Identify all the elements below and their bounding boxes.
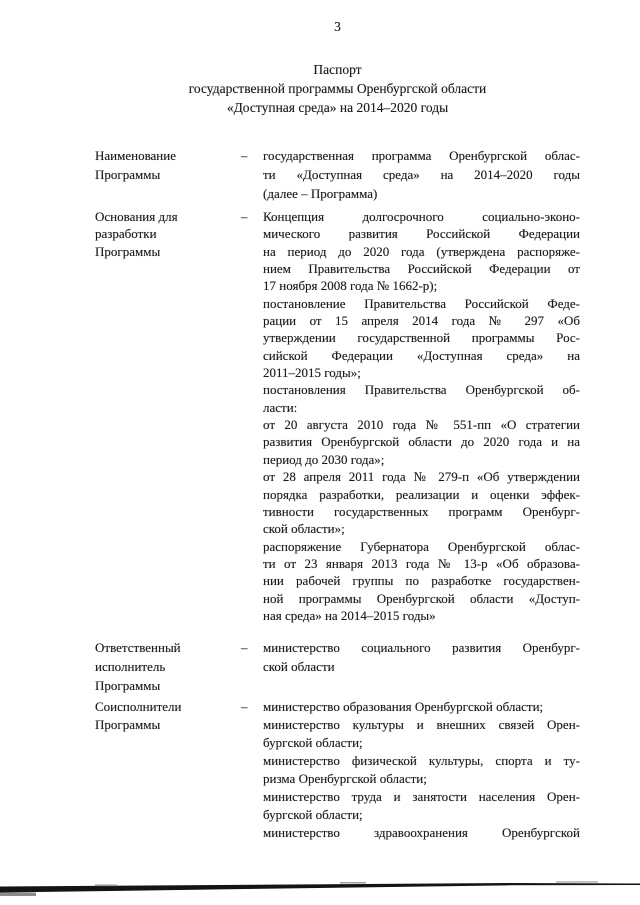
label-line: исполнитель: [95, 659, 166, 674]
text-line: Концепция долгосрочного социально-эконо-: [263, 209, 580, 224]
text-line: постановление Правительства Российской Феде-: [263, 295, 580, 311]
label-line: Программы: [95, 717, 161, 732]
row-label: [95, 698, 241, 842]
text-line: министерство труда и занятости населения Орен-: [263, 789, 580, 804]
text-line: министерство культуры и внешних связей Орен-: [263, 717, 580, 732]
text-line: бургской области;: [263, 807, 363, 822]
row-label: [95, 146, 241, 203]
paragraph: [263, 295, 580, 382]
scan-artifact-smudge-2: [340, 882, 366, 884]
text-line: ная среда» на 2014–2015 годы»: [263, 607, 436, 623]
text-line: развития Оренбургской области до 2020 года и на: [263, 434, 580, 450]
text-line: ти от 23 января 2013 года № 13-р «Об образова-: [263, 555, 580, 571]
paragraph: [263, 698, 580, 716]
paragraph: [263, 381, 580, 416]
text-line: мического развития Российской Федерации: [263, 226, 580, 242]
row-content: [263, 208, 580, 624]
text-line: тивности государственных программ Оренбург-: [263, 503, 580, 519]
label-line: Ответственный: [95, 640, 181, 655]
row-dash: –: [241, 209, 248, 224]
label-line: Соисполнители: [95, 699, 182, 714]
scan-artifact-smudge-1: [95, 885, 117, 887]
paragraph: [263, 824, 580, 842]
paragraph: [263, 538, 580, 625]
table-row-co-executors: [95, 698, 580, 842]
text-line: министерство физической культуры, спорта и ту-: [263, 753, 580, 768]
label-line: Программы: [95, 678, 161, 693]
scan-artifact-main-stroke: [0, 883, 640, 893]
text-line: ти «Доступная среда» на 2014–2020 годы: [263, 167, 580, 182]
text-line: рации от 15 апреля 2014 года № 297 «Об: [263, 313, 580, 329]
row-dash: –: [241, 148, 248, 163]
text-line: государственная программа Оренбургской облас-: [263, 148, 580, 163]
text-line: ской области»;: [263, 521, 345, 537]
row-content: [263, 146, 580, 203]
text-line: 17 ноября 2008 года № 1662-р);: [263, 278, 438, 294]
paragraph: [263, 416, 580, 468]
text-line: ласти:: [263, 399, 298, 415]
text-line: (далее – Программа): [263, 186, 378, 201]
text-line: распоряжение Губернатора Оренбургской облас-: [263, 538, 580, 554]
text-line: министерство образования Оренбургской области;: [263, 699, 544, 714]
table-row-basis: [95, 208, 580, 624]
text-line: от 28 апреля 2011 года № 279-п «Об утверждении: [263, 469, 580, 485]
paragraph: [263, 716, 580, 752]
text-line: ской области: [263, 659, 335, 674]
paragraph: [263, 146, 580, 203]
table-row-program-name: [95, 146, 580, 203]
title-line-1: Паспорт: [313, 62, 362, 77]
text-line: на период до 2020 года (утверждена распоряже-: [263, 243, 580, 259]
text-line: ной программы Оренбургской области «Доступ-: [263, 590, 580, 606]
text-line: министерство социального развития Оренбург-: [263, 640, 580, 655]
text-line: постановления Правительства Оренбургской об-: [263, 382, 580, 398]
label-line: Программы: [95, 167, 161, 182]
text-line: нием Правительства Российской Федерации от: [263, 261, 580, 277]
row-dash: –: [241, 699, 248, 714]
label-line: Основания для: [95, 209, 178, 224]
scan-artifact-smudge-3: [556, 881, 598, 883]
text-line: 2011–2015 годы»;: [263, 365, 361, 381]
row-content: [263, 638, 580, 695]
paragraph: [263, 468, 580, 537]
row-label: [95, 208, 241, 624]
paragraph: [263, 752, 580, 788]
row-label: [95, 638, 241, 695]
text-line: от 20 августа 2010 года № 551-пп «О стратегии: [263, 417, 580, 433]
scan-artifact-smudge-left: [0, 893, 36, 897]
text-line: период до 2030 года»;: [263, 451, 385, 467]
label-line: Наименование: [95, 148, 176, 163]
title-line-2: государственной программы Оренбургской области: [188, 81, 487, 96]
text-line: утверждении государственной программы Рос-: [263, 330, 580, 346]
paragraph: [263, 788, 580, 824]
text-line: министерство здравоохранения Оренбургской: [263, 825, 580, 840]
text-line: ризма Оренбургской области;: [263, 771, 427, 786]
label-line: Программы: [95, 243, 161, 259]
scan-artifact-line: [0, 876, 640, 902]
page-number: 3: [334, 19, 341, 34]
paragraph: [263, 638, 580, 676]
row-dash: –: [241, 640, 248, 655]
text-line: бургской области;: [263, 735, 363, 750]
label-line: разработки: [95, 226, 157, 242]
text-line: порядка разработки, реализации и оценки эффек-: [263, 486, 580, 502]
table-row-responsible-executor: [95, 638, 580, 695]
paragraph: [263, 208, 580, 295]
text-line: сийской Федерации «Доступная среда» на: [263, 347, 580, 363]
document-title: [95, 60, 580, 117]
title-line-3: «Доступная среда» на 2014–2020 годы: [226, 100, 449, 115]
row-content: [263, 698, 580, 842]
text-line: нии рабочей группы по разработке государствен-: [263, 573, 580, 589]
